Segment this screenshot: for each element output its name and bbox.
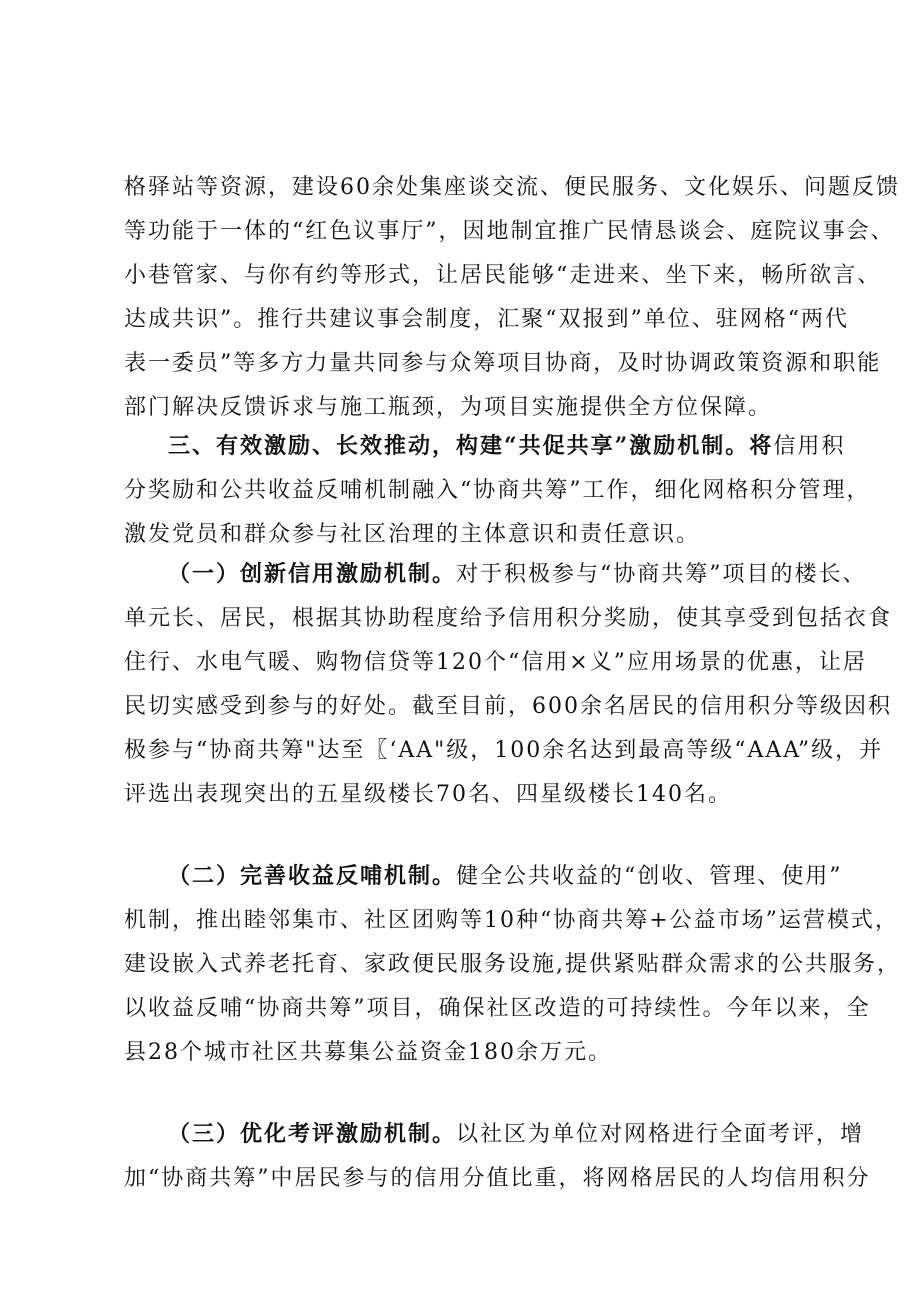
paragraph-section-three bbox=[124, 424, 871, 557]
text-line bbox=[124, 552, 867, 597]
paragraph-credit-incentive bbox=[124, 552, 893, 817]
text-line: 部门解决反馈诉求与施工瓶颈，为项目实施提供全方位保障。 bbox=[124, 395, 773, 420]
paragraph-evaluation-incentive bbox=[124, 1112, 871, 1201]
text-line: 小巷管家、与你有约等形式，让居民能够“走进来、坐下来，畅所欲言、 bbox=[124, 263, 882, 288]
subsection-heading: （一）创新信用激励机制。 bbox=[168, 561, 457, 587]
subsection-heading: （三）优化考评激励机制。 bbox=[168, 1121, 457, 1147]
text-line: 极参与“协商共筹"达至〖‘AA"级，100余名达到最高等级“AAA”级，并 bbox=[124, 738, 884, 763]
section-heading: 三、有效激励、长效推动，构建“共促共享”激励机制。将 bbox=[168, 433, 774, 459]
text-run: 对于积极参与“协商共筹”项目的楼长、 bbox=[456, 562, 867, 587]
text-line: 单元长、居民，根据其协助程度给予信用积分奖励，使其享受到包括衣食 bbox=[124, 606, 893, 631]
text-line: 机制，推出睦邻集市、社区团购等10种“协商共筹+公益市场”运营模式， bbox=[124, 908, 899, 933]
text-run: 信用积 bbox=[773, 434, 846, 459]
text-line: 县28个城市社区共募集公益资金180余万元。 bbox=[124, 1040, 612, 1065]
text-line: 以收益反哺“协商共筹”项目，确保社区改造的可持续性。今年以来，全 bbox=[124, 996, 871, 1021]
text-line: 民切实感受到参与的好处。截至目前，600余名居民的信用积分等级因积 bbox=[124, 694, 892, 719]
text-line: 建设嵌入式养老托育、家政便民服务设施,提供紧贴群众需求的公共服务， bbox=[124, 952, 901, 977]
paragraph-resource-integration bbox=[124, 166, 900, 430]
text-line: 分奖励和公共收益反哺机制融入“协商共筹”工作，细化网格积分管理， bbox=[124, 478, 871, 503]
text-line: 等功能于一体的“红色议事厅”，因地制宜推广民情恳谈会、庭院议事会、 bbox=[124, 219, 895, 244]
text-line bbox=[124, 424, 846, 469]
paragraph-revenue-feedback bbox=[124, 854, 901, 1075]
text-line: 表一委员”等多方力量共同参与众筹项目协商，及时协调政策资源和职能 bbox=[124, 351, 882, 376]
text-line: 激发党员和群众参与社区治理的主体意识和责任意识。 bbox=[124, 522, 701, 547]
text-line: 加“协商共筹”中居民参与的信用分值比重，将网格居民的人均信用积分 bbox=[124, 1166, 871, 1191]
text-line: 达成共识”。推行共建议事会制度，汇聚“双报到”单位、驻网格“两代 bbox=[124, 307, 849, 332]
subsection-heading: （二）完善收益反哺机制。 bbox=[168, 863, 457, 889]
text-line bbox=[124, 854, 843, 899]
text-line: 评选出表现突出的五星级楼长70名、四星级楼长140名。 bbox=[124, 782, 732, 807]
text-line bbox=[124, 1112, 865, 1157]
text-run: 健全公共收益的“创收、管理、使用” bbox=[456, 864, 843, 889]
text-line: 格驿站等资源，建设60余处集座谈交流、便民服务、文化娱乐、问题反馈 bbox=[124, 175, 900, 200]
text-run: 以社区为单位对网格进行全面考评，增 bbox=[456, 1122, 865, 1147]
text-line: 住行、水电气暖、购物信贷等120个“信用×义”应用场景的优惠，让居 bbox=[124, 650, 867, 675]
